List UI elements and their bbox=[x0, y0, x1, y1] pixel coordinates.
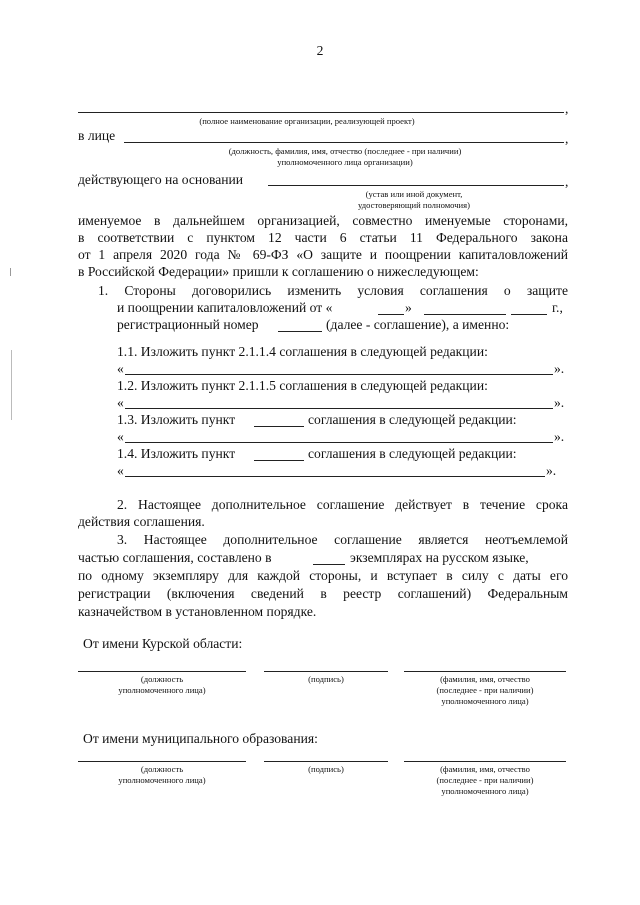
sig2-name-caption-1: (фамилия, имя, отчество bbox=[440, 764, 530, 774]
sig1-name-caption-3: уполномоченного лица) bbox=[441, 696, 529, 706]
subclause-1-4-b: соглашения в следующей редакции: bbox=[308, 446, 517, 461]
sig1-position-caption-2: уполномоченного лица) bbox=[118, 685, 206, 695]
clause3-line2-a: частью соглашения, составлено в bbox=[78, 550, 272, 565]
clause1-line2-a: и поощрении капиталовложений от « bbox=[117, 300, 333, 315]
intro-line-1: именуемое в дальнейшем организацией, совместно именуемые сторонами, bbox=[78, 213, 568, 228]
subclause-1-1-close-quote: ». bbox=[554, 361, 565, 376]
basis-prefix: действующего на основании bbox=[78, 172, 244, 187]
clause3-line-5: казначейством в установленном порядке. bbox=[78, 604, 317, 619]
intro-line-4: в Российской Федерации» пришли к соглашению о нижеследующем: bbox=[78, 264, 479, 279]
sig2-signature-caption: (подпись) bbox=[308, 764, 344, 774]
sig1-position-caption-1: (должность bbox=[140, 674, 184, 684]
subclause-1-4-open-quote: « bbox=[117, 463, 124, 478]
basis-caption-2: удостоверяющий полномочия) bbox=[358, 200, 470, 210]
subclause-1-3-close-quote: ». bbox=[554, 429, 565, 444]
date-year-blank bbox=[511, 314, 547, 315]
sig1-name-caption-2: (последнее - при наличии) bbox=[436, 685, 534, 695]
clause1-line3-a: регистрационный номер bbox=[117, 317, 259, 332]
scan-margin-mark bbox=[11, 350, 12, 420]
sig2-name-caption-3: уполномоченного лица) bbox=[441, 786, 529, 796]
basis-comma: , bbox=[565, 174, 569, 189]
reg-number-blank bbox=[278, 331, 322, 332]
basis-line bbox=[268, 185, 564, 186]
sig2-position-caption-1: (должность bbox=[140, 764, 184, 774]
scan-margin-mark bbox=[10, 268, 11, 276]
clause2-line-2: действия соглашения. bbox=[78, 514, 205, 529]
org-name-line bbox=[78, 112, 564, 113]
subclause-1-1-open-quote: « bbox=[117, 361, 124, 376]
person-comma: , bbox=[565, 131, 569, 146]
person-caption-2: уполномоченного лица организации) bbox=[277, 157, 413, 167]
subclause-1-4-blank bbox=[125, 476, 545, 477]
subclause-1-3-a: 1.3. Изложить пункт bbox=[117, 412, 236, 427]
clause3-line-4: регистрации (включения сведений в реестр соглашений) Федеральным bbox=[78, 586, 568, 601]
person-line bbox=[124, 142, 564, 143]
sig2-name-caption-2: (последнее - при наличии) bbox=[436, 775, 534, 785]
clause3-line-3: по одному экземпляру для каждой стороны, и вступает в силу с даты его bbox=[78, 568, 568, 583]
subclause-1-1-blank bbox=[125, 374, 553, 375]
subclause-1-3-blank bbox=[125, 442, 553, 443]
page-number: 2 bbox=[316, 43, 324, 58]
sig1-name-line bbox=[404, 671, 566, 672]
party-municipality: От имени муниципального образования: bbox=[83, 731, 318, 746]
subclause-1-2: 1.2. Изложить пункт 2.1.1.5 соглашения в следующей редакции: bbox=[117, 378, 488, 393]
subclause-1-3-b: соглашения в следующей редакции: bbox=[308, 412, 517, 427]
subclause-1-3-open-quote: « bbox=[117, 429, 124, 444]
person-prefix: в лице bbox=[78, 128, 116, 143]
subclause-1-2-blank bbox=[125, 408, 553, 409]
sig1-name-caption-1: (фамилия, имя, отчество bbox=[440, 674, 530, 684]
org-name-caption: (полное наименование организации, реализующей проект) bbox=[199, 116, 415, 126]
subclause-1-4-a: 1.4. Изложить пункт bbox=[117, 446, 236, 461]
sig2-name-line bbox=[404, 761, 566, 762]
sig1-position-line bbox=[78, 671, 246, 672]
clause2-line-1: 2. Настоящее дополнительное соглашение действует в течение срока bbox=[117, 497, 568, 512]
sig1-signature-line bbox=[264, 671, 388, 672]
basis-caption-1: (устав или иной документ, bbox=[365, 189, 463, 199]
date-day-blank bbox=[378, 314, 404, 315]
subclause-1-2-open-quote: « bbox=[117, 395, 124, 410]
subclause-1-1: 1.1. Изложить пункт 2.1.1.4 соглашения в следующей редакции: bbox=[117, 344, 488, 359]
copies-count-blank bbox=[313, 564, 345, 565]
clause3-line-1: 3. Настоящее дополнительное соглашение является неотъемлемой bbox=[117, 532, 568, 547]
subclause-1-3-point-blank bbox=[254, 426, 304, 427]
intro-line-2: в соответствии с пунктом 12 части 6 статьи 11 Федерального закона bbox=[78, 230, 568, 245]
clause1-line-1: 1. Стороны договорились изменить условия соглашения о защите bbox=[98, 283, 568, 298]
party-kursk-region: От имени Курской области: bbox=[83, 636, 243, 651]
org-name-comma: , bbox=[565, 101, 569, 116]
clause1-line2-c: г., bbox=[552, 300, 563, 315]
intro-line-3: от 1 апреля 2020 года № 69-ФЗ «О защите и поощрении капиталовложений bbox=[78, 247, 568, 262]
sig2-position-line bbox=[78, 761, 246, 762]
subclause-1-2-close-quote: ». bbox=[554, 395, 565, 410]
sig2-position-caption-2: уполномоченного лица) bbox=[118, 775, 206, 785]
clause3-line2-b: экземплярах на русском языке, bbox=[350, 550, 529, 565]
date-month-blank bbox=[424, 314, 506, 315]
clause1-line2-b: » bbox=[405, 300, 412, 315]
subclause-1-4-close-quote: ». bbox=[546, 463, 557, 478]
subclause-1-4-point-blank bbox=[254, 460, 304, 461]
sig1-signature-caption: (подпись) bbox=[308, 674, 344, 684]
sig2-signature-line bbox=[264, 761, 388, 762]
person-caption-1: (должность, фамилия, имя, отчество (последнее - при наличии) bbox=[228, 146, 462, 156]
clause1-line3-b: (далее - соглашение), а именно: bbox=[326, 317, 510, 332]
